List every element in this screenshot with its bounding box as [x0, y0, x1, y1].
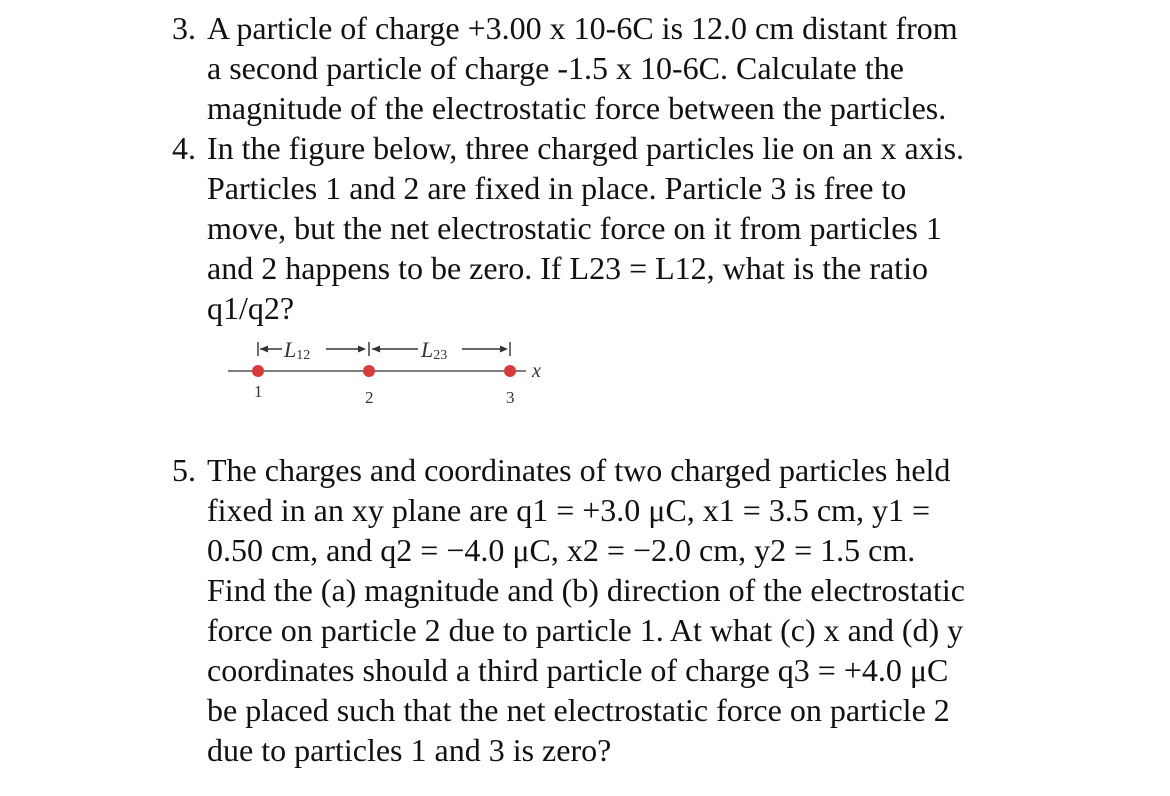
charge-line-figure — [222, 336, 562, 416]
particle-2-label: 2 — [365, 388, 374, 407]
problem-text-line: move, but the net electrostatic force on it from particles 1 — [207, 210, 942, 246]
problem-text-line: a second particle of charge -1.5 x 10-6C. Calculate the — [207, 50, 904, 86]
arrowhead-left — [260, 346, 268, 353]
figure-svg — [222, 336, 562, 416]
problem-number: 3. — [172, 10, 196, 46]
problem-text-line: magnitude of the electrostatic force between the particles. — [207, 90, 947, 126]
problem-text-line: Particles 1 and 2 are fixed in place. Particle 3 is free to — [207, 170, 907, 206]
problem-text-line: due to particles 1 and 3 is zero? — [207, 732, 612, 768]
label-l23: L23 — [421, 337, 448, 363]
x-axis-label: x — [532, 360, 541, 382]
problem-text-line: fixed in an xy plane are q1 = +3.0 μC, x1 = 3.5 cm, y1 = — [207, 492, 930, 528]
problem-text-line: q1/q2? — [207, 290, 295, 326]
problem-number: 4. — [172, 130, 196, 166]
particle-3-label: 3 — [506, 388, 515, 407]
problem-text-line: The charges and coordinates of two charged particles held — [207, 452, 951, 488]
particle-3 — [504, 365, 516, 377]
problem-number: 5. — [172, 452, 196, 488]
particle-2 — [363, 365, 375, 377]
problem-text-line: 0.50 cm, and q2 = −4.0 μC, x2 = −2.0 cm, y2 = 1.5 cm. — [207, 532, 916, 568]
problem-text-line: force on particle 2 due to particle 1. At what (c) x and (d) y — [207, 612, 964, 648]
dimension-l23 — [372, 337, 510, 363]
particle-1 — [252, 365, 264, 377]
label-l12: L12 — [284, 337, 311, 363]
problem-text-line: and 2 happens to be zero. If L23 = L12, what is the ratio — [207, 250, 928, 286]
problem-text-line: be placed such that the net electrostatic force on particle 2 — [207, 692, 950, 728]
arrowhead-right — [500, 346, 508, 353]
arrowhead-right — [358, 346, 366, 353]
particle-1-label: 1 — [254, 382, 263, 401]
problem-text-line: Find the (a) magnitude and (b) direction of the electrostatic — [207, 572, 965, 608]
problem-text-line: A particle of charge +3.00 x 10-6C is 12.0 cm distant from — [207, 10, 958, 46]
dimension-l12 — [258, 337, 369, 363]
problem-text-line: coordinates should a third particle of charge q3 = +4.0 μC — [207, 652, 949, 688]
problem-text-line: In the figure below, three charged particles lie on an x axis. — [207, 130, 965, 166]
